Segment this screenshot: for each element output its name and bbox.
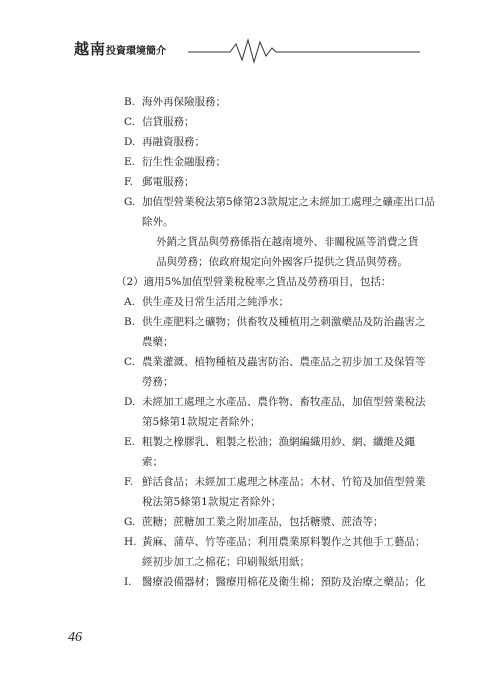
item-text: 索； (142, 456, 163, 468)
item-label: E. (124, 156, 136, 168)
item-label: H. (124, 536, 137, 548)
item-label: D. (124, 136, 136, 148)
item-text: 勞務； (142, 376, 174, 388)
item-label: D. (124, 396, 136, 408)
header-title-big: 越南 (74, 40, 107, 58)
item-text: 除外。 (142, 216, 174, 228)
item-text: 海外再保險服務； (142, 96, 226, 108)
item-text: 品與勞務；依政府規定向外國客戶提供之貨品與勞務。 (156, 256, 408, 268)
text-line (124, 572, 426, 592)
header-title (74, 38, 166, 59)
text-line (124, 192, 436, 212)
item-label: A. (124, 296, 135, 308)
text-line (124, 492, 420, 512)
text-line (124, 132, 420, 152)
text-line (124, 232, 420, 252)
text-line (124, 452, 420, 472)
item-label: C. (124, 116, 135, 128)
item-text: 鮮活食品；未經加工處理之林產品；木材、竹筍及加值型營業 (142, 476, 426, 488)
item-label: F. (124, 476, 133, 488)
item-text: 未經加工處理之水產品、農作物、畜牧產品，加值型營業稅法 (142, 396, 426, 408)
text-line (124, 172, 420, 192)
item-text: 外銷之貨品與勞務係指在越南境外、非關稅區等消費之貨 (156, 236, 419, 248)
item-text: 供生產及日常生活用之純淨水； (142, 296, 289, 308)
text-line (124, 532, 426, 552)
item-label: B. (124, 316, 136, 328)
item-text: 蔗糖；蔗糖加工業之附加產品，包括糖漿、蔗渣等； (142, 516, 384, 528)
running-header (70, 34, 420, 64)
item-text: 粗製之橡膠乳、粗製之松油；漁網編織用紗、網、纖維及繩 (142, 436, 415, 448)
header-title-small: 投資環境簡介 (106, 46, 167, 57)
item-text: 郵電服務； (142, 176, 195, 188)
text-line (124, 112, 420, 132)
text-line (124, 352, 426, 372)
text-line (124, 392, 426, 412)
text-line (124, 92, 420, 112)
item-label: C. (124, 356, 135, 368)
item-label: G. (124, 516, 136, 528)
item-text: 農藥； (142, 336, 174, 348)
item-text: 供生產肥料之礦物；供畜牧及種植用之刺激藥品及防治蟲害之 (142, 316, 426, 328)
item-label: B. (124, 96, 136, 108)
text-line (124, 312, 426, 332)
text-line (124, 292, 420, 312)
text-line (124, 252, 420, 272)
text-line (124, 152, 420, 172)
text-line (124, 332, 420, 352)
text-line (124, 552, 420, 572)
page-number: 46 (68, 630, 82, 645)
item-text: 第5條第1款規定者除外； (142, 416, 261, 428)
item-label: F. (124, 176, 133, 188)
item-text: 稅法第5條第1款規定者除外； (142, 496, 282, 508)
text-line (124, 412, 420, 432)
text-line (124, 472, 426, 492)
item-text: 再融資服務； (142, 136, 205, 148)
text-line (124, 212, 420, 232)
item-text: 信貸服務； (142, 116, 195, 128)
item-text: 農業灌溉、植物種植及蟲害防治、農產品之初步加工及保管等 (142, 356, 426, 368)
text-line (124, 432, 420, 452)
item-text: 加值型營業稅法第5條第23款規定之未經加工處理之礦產出口品 (142, 196, 436, 208)
body-text (116, 92, 436, 592)
text-line (124, 372, 420, 392)
item-text: （2）適用5%加值型營業稅稅率之貨品及勞務項目，包括： (116, 276, 392, 288)
item-text: 黃麻、蒲草、竹等產品；利用農業原料製作之其他手工藝品； (142, 536, 426, 548)
item-label: G. (124, 196, 136, 208)
item-text: 經初步加工之棉花；印刷報紙用紙； (142, 556, 310, 568)
text-line (124, 512, 420, 532)
item-label: I. (124, 576, 132, 588)
text-line (116, 272, 420, 292)
item-text: 醫療設備器材；醫療用棉花及衛生棉；預防及治療之藥品；化 (142, 576, 426, 588)
item-label: E. (124, 436, 136, 448)
item-text: 衍生性金融服務； (142, 156, 226, 168)
